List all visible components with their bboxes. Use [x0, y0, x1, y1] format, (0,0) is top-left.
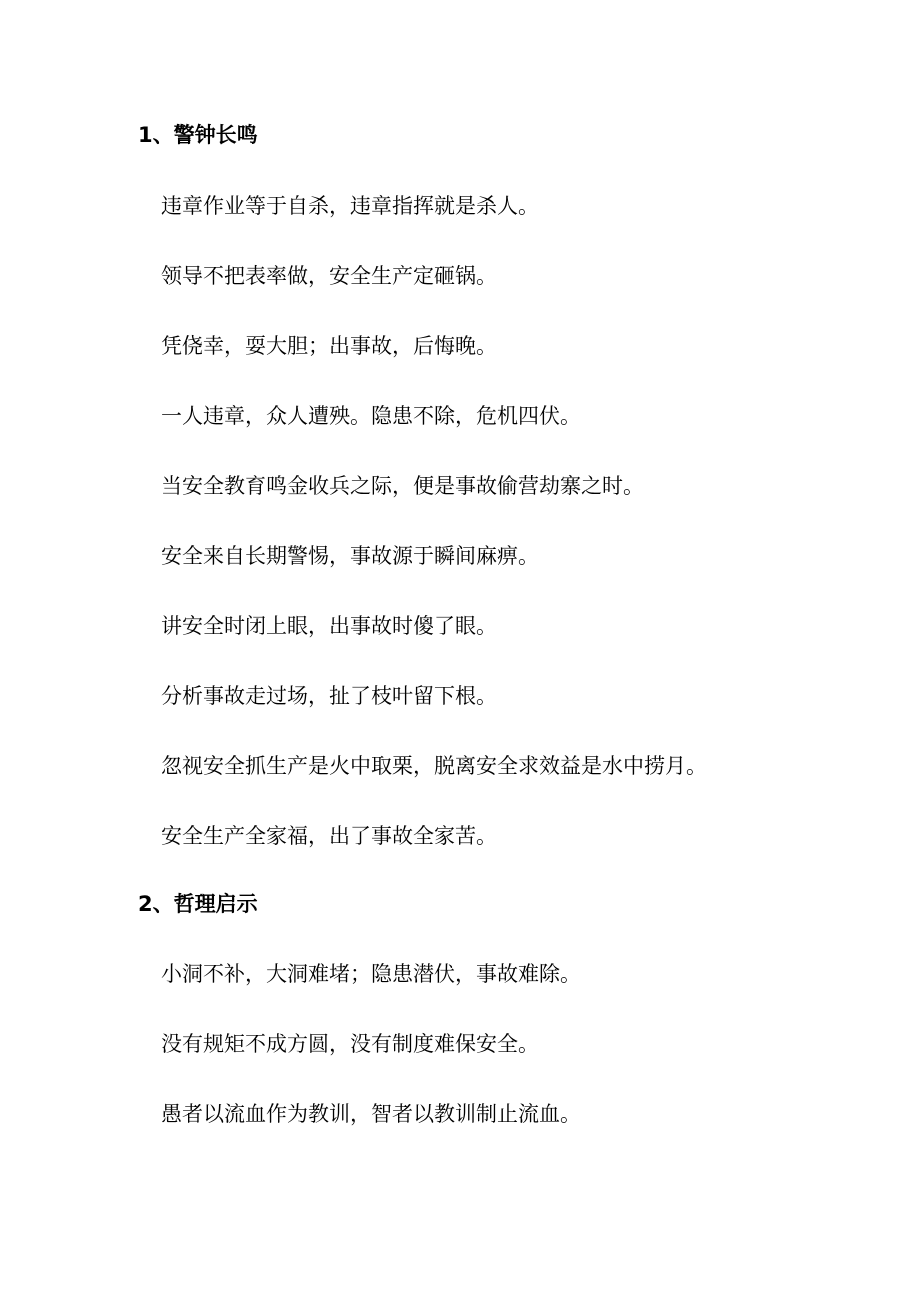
slogan-line: 违章作业等于自杀，违章指挥就是杀人。: [161, 194, 539, 218]
slogan-line: 安全生产全家福，出了事故全家苦。: [161, 824, 497, 848]
slogan-line: 安全来自长期警惕，事故源于瞬间麻痹。: [161, 544, 539, 568]
slogan-line: 一人违章，众人遭殃。隐患不除，危机四伏。: [161, 404, 581, 428]
section-heading-1: 1、警钟长鸣: [138, 123, 258, 147]
slogan-line: 当安全教育鸣金收兵之际，便是事故偷营劫寨之时。: [161, 474, 644, 498]
slogan-line: 领导不把表率做，安全生产定砸锅。: [161, 264, 497, 288]
slogan-line: 小洞不补，大洞难堵；隐患潜伏，事故难除。: [161, 962, 581, 986]
slogan-line: 凭侥幸，耍大胆；出事故，后悔晚。: [161, 334, 497, 358]
slogan-line: 讲安全时闭上眼，出事故时傻了眼。: [161, 614, 497, 638]
section-heading-2: 2、哲理启示: [138, 892, 258, 916]
slogan-line: 忽视安全抓生产是火中取栗，脱离安全求效益是水中捞月。: [161, 754, 707, 778]
slogan-line: 分析事故走过场，扯了枝叶留下根。: [161, 684, 497, 708]
slogan-line: 没有规矩不成方圆，没有制度难保安全。: [161, 1032, 539, 1056]
slogan-line: 愚者以流血作为教训，智者以教训制止流血。: [161, 1102, 581, 1126]
